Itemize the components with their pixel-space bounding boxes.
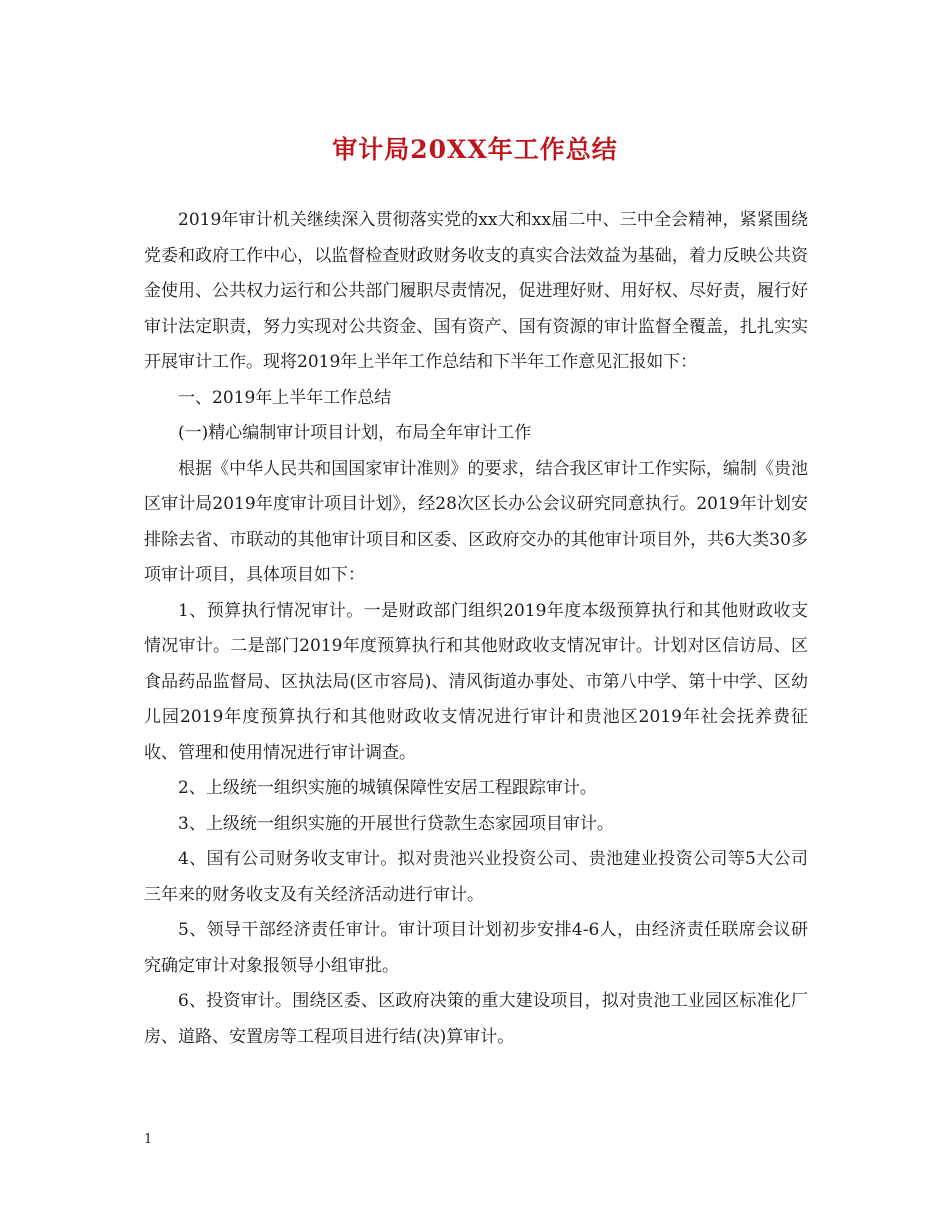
document-title: 审计局20XX年工作总结 — [332, 135, 618, 164]
subsection-heading: (一)精心编制审计项目计划，布局全年审计工作 — [178, 423, 532, 443]
paragraph-intro: 2019年审计机关继续深入贯彻落实党的xx大和xx届二中、三中全会精神，紧紧围绕党委和政府工作中心，以监督检查财政财务收支的真实合法效益为基础，着力反映公共资金使用、公共权力运行和公共部门履职尽责情况，促进理好财、用好权、尽好责，履行好审计法定职责，努力实现对公共资金、国有资产、国有资源的审计监督全覆盖，扎扎实实开展审计工作。现将2019年上半年工作总结和下半年工作意见汇报如下： — [144, 210, 808, 372]
page-number: 1 — [144, 1132, 153, 1147]
paragraph-plan: 根据《中华人民共和国国家审计准则》的要求，结合我区审计工作实际，编制《贵池区审计局2019年度审计项目计划》，经28次区长办公会议研究同意执行。2019年计划安排除去省、市联动的其他审计项目和区委、区政府交办的其他审计项目外，共6大类30多项审计项目，具体项目如下： — [144, 458, 808, 585]
list-item: 1、预算执行情况审计。一是财政部门组织2019年度本级预算执行和其他财政收支情况审计。二是部门2019年度预算执行和其他财政收支情况审计。计划对区信访局、区食品药品监督局、区执法局(区市容局)、清风街道办事处、市第八中学、第十中学、区幼儿园2019年度预算执行和其他财政收支情况进行审计和贵池区2019年社会抚养费征收、管理和使用情况进行审计调查。 — [144, 600, 808, 763]
list-item: 5、领导干部经济责任审计。审计项目计划初步安排4-6人，由经济责任联席会议研究确定审计对象报领导小组审批。 — [144, 920, 808, 976]
section-heading: 一、2019年上半年工作总结 — [178, 387, 392, 408]
list-item: 2、上级统一组织实施的城镇保障性安居工程跟踪审计。 — [178, 778, 597, 798]
list-item: 4、国有公司财务收支审计。拟对贵池兴业投资公司、贵池建业投资公司等5大公司三年来的财务收支及有关经济活动进行审计。 — [144, 849, 808, 905]
list-item: 3、上级统一组织实施的开展世行贷款生态家园项目审计。 — [178, 813, 614, 834]
document-body — [144, 203, 808, 1055]
list-item: 6、投资审计。围绕区委、区政府决策的重大建设项目，拟对贵池工业园区标准化厂房、道路、安置房等工程项目进行结(决)算审计。 — [144, 991, 808, 1047]
